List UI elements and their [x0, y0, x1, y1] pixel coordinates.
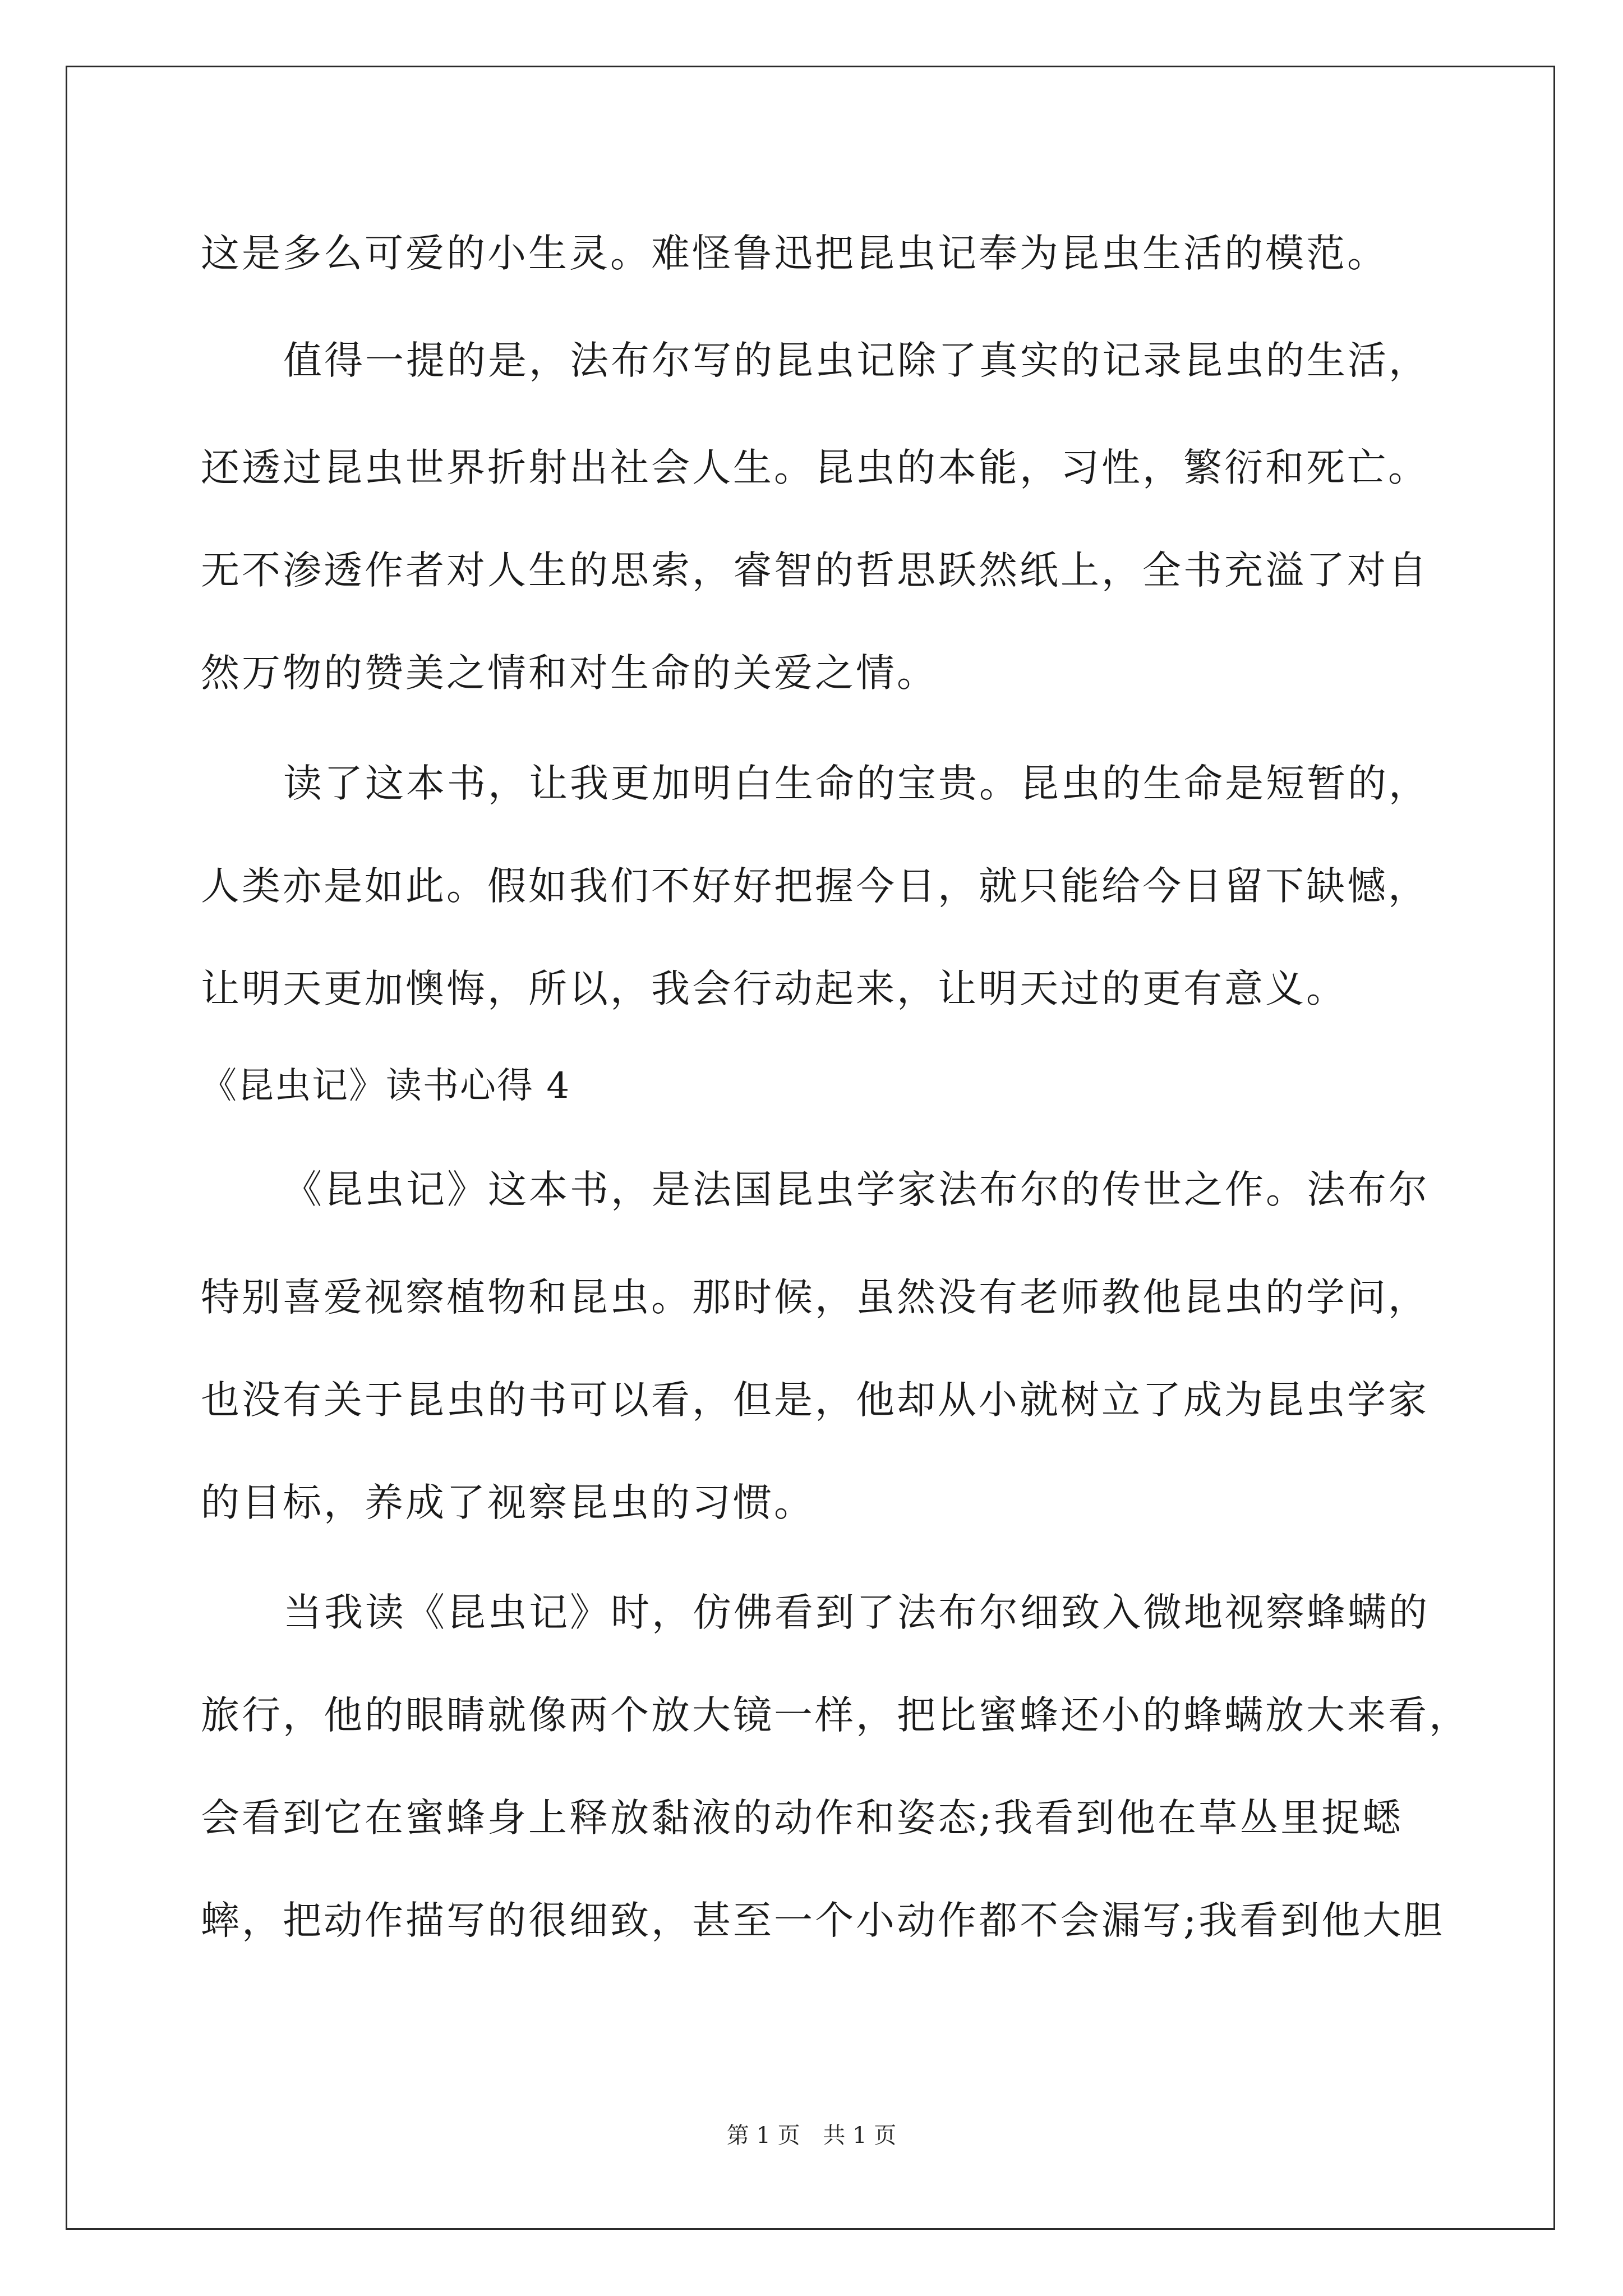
page-footer	[0, 2124, 1623, 2147]
page-total: 共 1 页	[823, 2123, 897, 2148]
text-line: 无不渗透作者对人生的思索，睿智的哲思跃然纸上，全书充溢了对自	[201, 548, 1429, 593]
text-line: 然万物的赞美之情和对生命的关爱之情。	[201, 651, 938, 696]
text-line: 蟀，把动作描写的很细致，甚至一个小动作都不会漏写;我看到他大胆	[201, 1898, 1445, 1943]
text-line: 这是多么可爱的小生灵。难怪鲁迅把昆虫记奉为昆虫生活的模范。	[201, 231, 1388, 276]
text-line: 值得一提的是，法布尔写的昆虫记除了真实的记录昆虫的生活，	[283, 338, 1430, 383]
page-number: 第 1 页	[726, 2123, 800, 2148]
section-heading: 《昆虫记》读书心得 4	[201, 1065, 571, 1107]
text-line: 《昆虫记》这本书，是法国昆虫学家法布尔的传世之作。法布尔	[283, 1167, 1430, 1212]
text-line: 还透过昆虫世界折射出社会人生。昆虫的本能，习性，繁衍和死亡。	[201, 445, 1429, 490]
text-line: 让明天更加懊悔，所以，我会行动起来，让明天过的更有意义。	[201, 967, 1347, 1011]
text-line: 人类亦是如此。假如我们不好好把握今日，就只能给今日留下缺憾，	[201, 864, 1429, 909]
text-line: 旅行，他的眼睛就像两个放大镜一样，把比蜜蜂还小的蜂螨放大来看，	[201, 1693, 1470, 1738]
text-line: 的目标，养成了视察昆虫的习惯。	[201, 1480, 815, 1525]
text-line: 会看到它在蜜蜂身上释放黏液的动作和姿态;我看到他在草丛里捉蟋	[201, 1796, 1404, 1841]
text-line: 特别喜爱视察植物和昆虫。那时候，虽然没有老师教他昆虫的学问，	[201, 1275, 1429, 1320]
text-line: 也没有关于昆虫的书可以看，但是，他却从小就树立了成为昆虫学家	[201, 1378, 1429, 1423]
text-line: 读了这本书，让我更加明白生命的宝贵。昆虫的生命是短暂的，	[283, 761, 1430, 806]
text-line: 当我读《昆虫记》时，仿佛看到了法布尔细致入微地视察蜂螨的	[283, 1590, 1430, 1635]
